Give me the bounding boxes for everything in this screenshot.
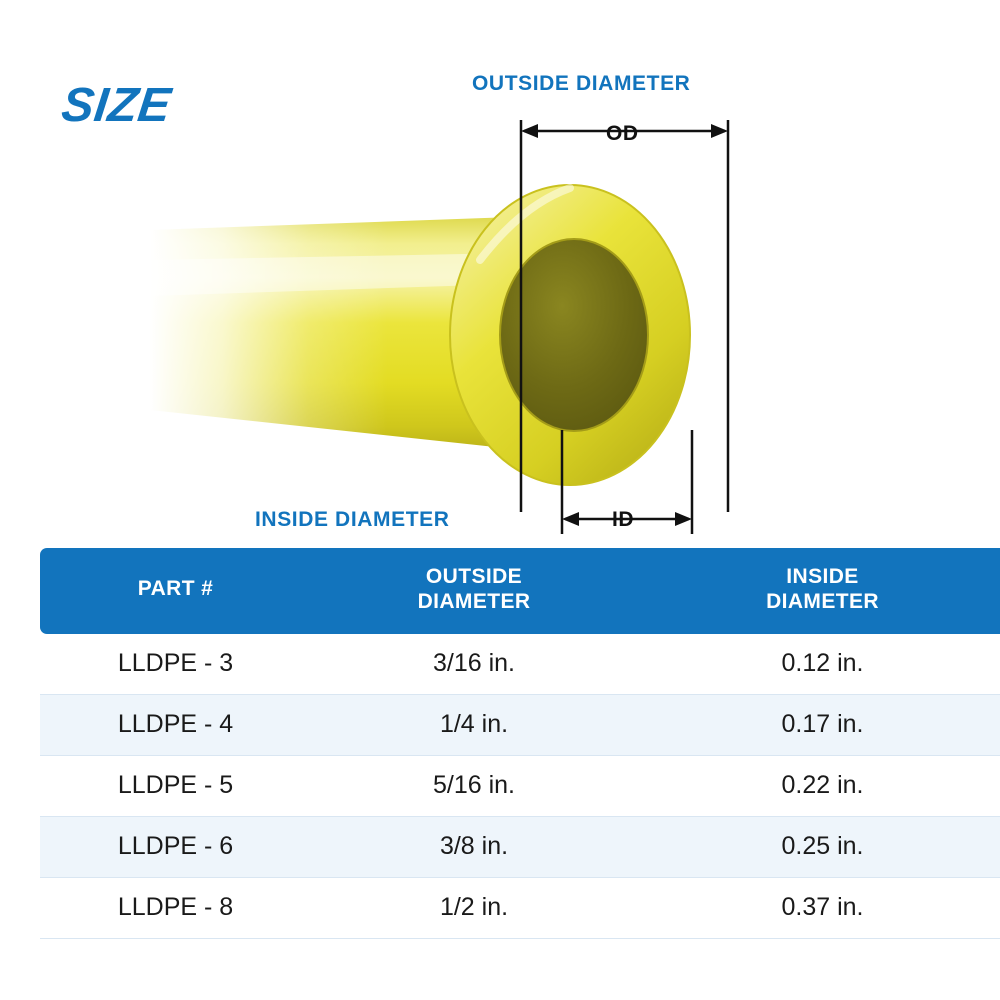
table-header-row — [40, 548, 1000, 634]
cell-part: LLDPE - 5 — [40, 755, 311, 816]
table-header-part — [40, 548, 311, 634]
table-row — [40, 755, 1000, 816]
cell-id: 0.37 in. — [637, 877, 1000, 938]
od-dimension-text: OD — [606, 122, 639, 145]
cell-id: 0.17 in. — [637, 694, 1000, 755]
table-row — [40, 694, 1000, 755]
cell-id: 0.25 in. — [637, 816, 1000, 877]
cell-od: 1/2 in. — [311, 877, 637, 938]
cell-id: 0.22 in. — [637, 755, 1000, 816]
cell-part: LLDPE - 3 — [40, 634, 311, 695]
cell-part: LLDPE - 6 — [40, 816, 311, 877]
table-header-id-line2: DIAMETER — [766, 589, 879, 613]
table-row — [40, 877, 1000, 938]
cell-od: 5/16 in. — [311, 755, 637, 816]
table-header — [40, 548, 1000, 634]
table-header-part-line1: PART # — [137, 577, 214, 601]
id-arrow-left — [562, 512, 579, 526]
cell-od: 1/4 in. — [311, 694, 637, 755]
table-body — [40, 634, 1000, 939]
table-header-id-line1: INSIDE — [786, 565, 859, 588]
cell-id: 0.12 in. — [637, 634, 1000, 695]
table-header-od-line2: DIAMETER — [417, 589, 531, 613]
table-row — [40, 634, 1000, 695]
cell-part: LLDPE - 4 — [40, 694, 311, 755]
table-header-inside-diameter — [637, 548, 1000, 634]
outside-diameter-label: OUTSIDE DIAMETER — [472, 72, 691, 95]
cell-part: LLDPE - 8 — [40, 877, 311, 938]
tube-fade — [150, 190, 480, 480]
cell-od: 3/16 in. — [311, 634, 637, 695]
table-header-od-line1: OUTSIDE — [425, 565, 523, 588]
page-title: SIZE — [58, 79, 174, 132]
tube-illustration — [150, 110, 770, 510]
id-arrow-right — [675, 512, 692, 526]
cell-od: 3/8 in. — [311, 816, 637, 877]
size-table — [40, 548, 1000, 939]
inside-diameter-label: INSIDE DIAMETER — [255, 508, 450, 531]
id-dimension-text: ID — [612, 508, 634, 531]
tube-svg — [150, 110, 770, 510]
table-header-outside-diameter — [311, 548, 637, 634]
table-row — [40, 816, 1000, 877]
